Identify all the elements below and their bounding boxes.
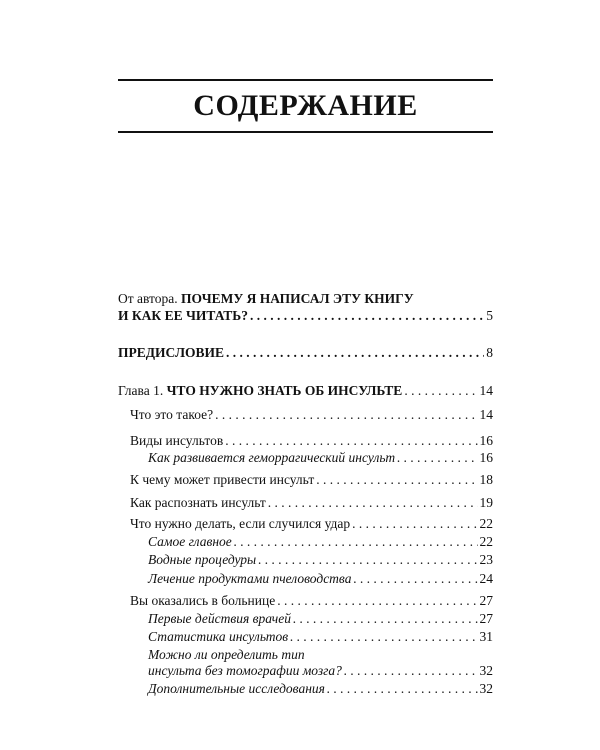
toc-entry — [130, 495, 493, 511]
toc-page-number: 14 — [479, 383, 493, 398]
toc-entry-label: Что это такое? — [130, 407, 214, 422]
toc-entry-label: Как развивается геморрагический инсульт — [148, 450, 396, 465]
toc-leader-dots — [316, 472, 477, 488]
toc-leader-dots — [234, 534, 478, 550]
toc-entry-author-line2 — [118, 308, 493, 324]
toc-page-number: 22 — [479, 516, 493, 531]
toc-page-number: 24 — [479, 571, 493, 586]
toc-entry — [130, 472, 493, 488]
toc-entry-label: Лечение продуктами пчеловодства — [148, 571, 352, 586]
toc-entry — [130, 593, 493, 609]
toc-subentry — [148, 450, 493, 466]
toc-page-number: 32 — [479, 681, 493, 696]
toc-leader-dots — [344, 663, 478, 679]
toc-entry-label: Что нужно делать, если случился удар — [130, 516, 351, 531]
toc-entry-label: инсульта без томографии мозга? — [148, 663, 342, 678]
toc-entry — [130, 433, 493, 449]
toc-subentry — [148, 534, 493, 550]
toc-subentry — [148, 629, 493, 645]
toc-leader-dots — [404, 383, 477, 399]
toc-leader-dots — [258, 552, 477, 568]
toc-entry-label: Вы оказались в больнице — [130, 593, 276, 608]
toc-page-number: 27 — [479, 593, 493, 608]
toc-page-number: 18 — [479, 472, 493, 487]
toc-entry-label: Статистика инсультов — [148, 629, 289, 644]
toc-leader-dots — [226, 345, 484, 361]
toc-subentry — [148, 663, 493, 679]
toc-subentry — [148, 681, 493, 697]
toc-entry-label: ПОЧЕМУ Я НАПИСАЛ ЭТУ КНИГУ — [181, 291, 414, 306]
toc-leader-dots — [277, 593, 477, 609]
toc-leader-dots — [290, 629, 477, 645]
toc-leader-dots — [352, 516, 477, 532]
toc-page-number: 32 — [479, 663, 493, 678]
toc-leader-dots — [250, 308, 484, 324]
toc-page-number: 8 — [486, 345, 493, 360]
toc-entry — [130, 407, 493, 423]
toc-entry-prefix: От автора. — [118, 291, 182, 306]
toc-page-number: 23 — [479, 552, 493, 567]
toc-page-number: 31 — [479, 629, 493, 644]
toc-entry-author-line1 — [118, 291, 414, 307]
toc-entry-prefix: Глава 1. — [118, 383, 167, 398]
toc-page-number: 16 — [479, 450, 493, 465]
toc-page-number: 19 — [479, 495, 493, 510]
toc-subentry-line1: Можно ли определить тип — [148, 647, 305, 662]
toc-entry-label: Самое главное — [148, 534, 232, 549]
toc-entry-label: И КАК ЕЕ ЧИТАТЬ? — [118, 308, 248, 323]
toc-entry-label: Как распознать инсульт — [130, 495, 266, 510]
toc-entry-label: ЧТО НУЖНО ЗНАТЬ ОБ ИНСУЛЬТЕ — [166, 383, 403, 398]
toc-subentry — [148, 611, 493, 627]
toc-page-number: 27 — [479, 611, 493, 626]
toc-entry — [130, 516, 493, 532]
toc-leader-dots — [353, 571, 477, 587]
toc-subentry — [148, 552, 493, 568]
toc-leader-dots — [293, 611, 478, 627]
toc-entry-label: Водные процедуры — [148, 552, 257, 567]
toc-leader-dots — [268, 495, 478, 511]
toc-entry-label: Первые действия врачей — [148, 611, 291, 626]
toc-entry-preface — [118, 345, 493, 361]
toc-entry-label: Виды инсультов — [130, 433, 224, 448]
toc-entry-chapter-1 — [118, 383, 493, 399]
toc-page-number: 14 — [479, 407, 493, 422]
toc-subentry — [148, 571, 493, 587]
toc-page-number: 16 — [479, 433, 493, 448]
toc-leader-dots — [215, 407, 477, 423]
toc-entry-label: ПРЕДИСЛОВИЕ — [118, 345, 225, 360]
toc-entry-label: Дополнительные исследования — [148, 681, 325, 696]
title-rule-top — [118, 79, 493, 81]
toc-page-number: 22 — [479, 534, 493, 549]
toc-page-number: 5 — [486, 308, 493, 323]
toc-leader-dots — [327, 681, 478, 697]
toc-entry-label: К чему может привести инсульт — [130, 472, 315, 487]
toc-leader-dots — [225, 433, 477, 449]
toc-leader-dots — [397, 450, 477, 466]
title-rule-bottom — [118, 131, 493, 133]
page-title: СОДЕРЖАНИЕ — [193, 89, 418, 122]
